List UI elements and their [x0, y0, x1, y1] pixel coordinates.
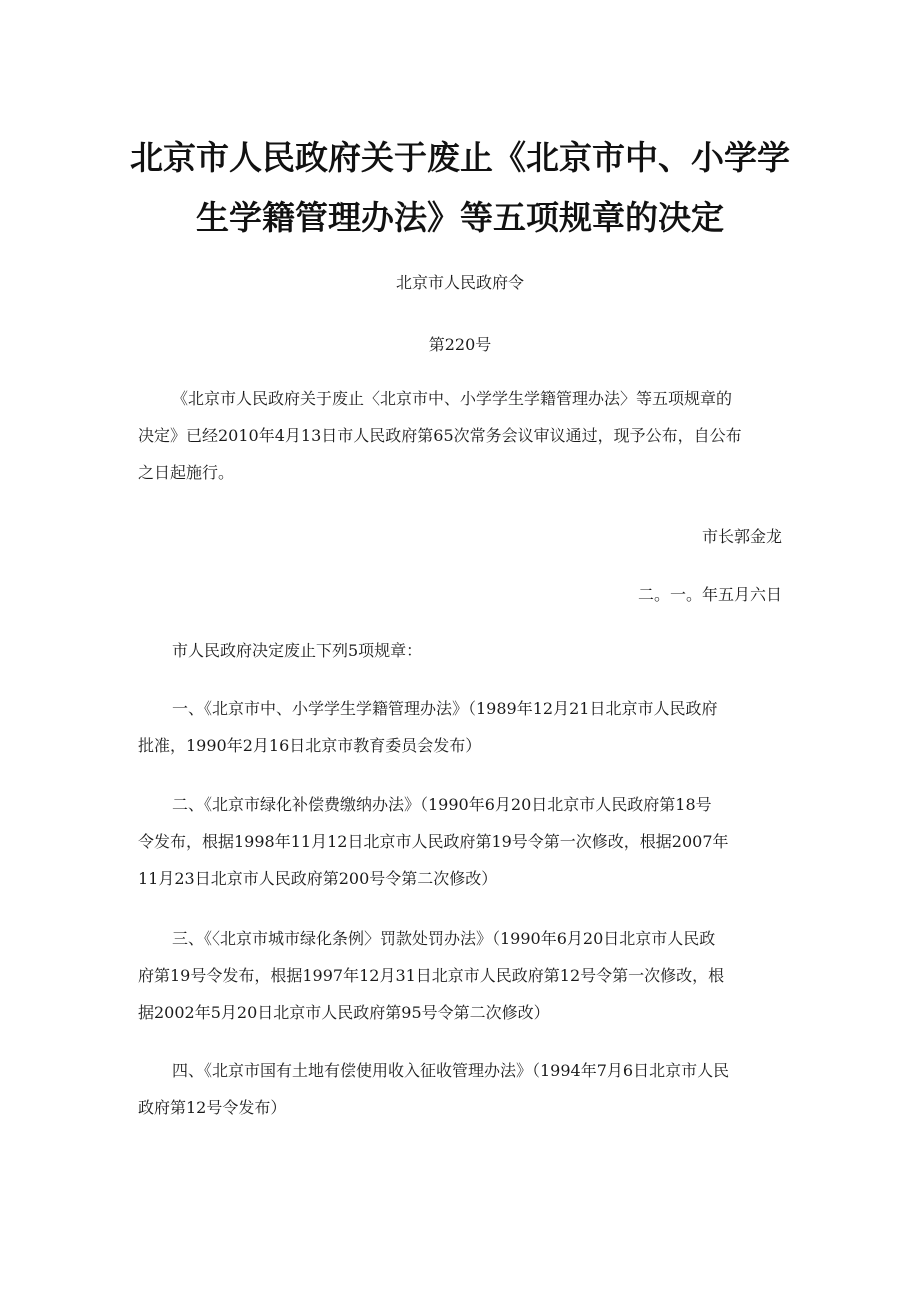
order-number: 第220号 — [428, 335, 492, 354]
intro-paragraph — [138, 380, 782, 491]
document-title-line-2: 生学籍管理办法》等五项规章的决定 — [196, 198, 724, 237]
item-line: 三、《〈北京市城市绿化条例〉罚款处罚办法》（1990年6月20日北京市人民政 — [172, 929, 716, 948]
repeal-item-1 — [138, 690, 782, 764]
item-line: 四、《北京市国有土地有偿使用收入征收管理办法》（1994年7月6日北京市人民 — [172, 1061, 730, 1080]
item-line: 府第19号令发布，根据1997年12月31日北京市人民政府第12号令第一次修改，根 — [138, 966, 725, 985]
item-line: 二、《北京市绿化补偿费缴纳办法》（1990年6月20日北京市人民政府第18号 — [172, 795, 712, 814]
item-line: 11月23日北京市人民政府第200号令第二次修改） — [138, 869, 498, 888]
document-title-line-1: 北京市人民政府关于废止《北京市中、小学学 — [130, 138, 790, 177]
item-line: 令发布，根据1998年11月12日北京市人民政府第19号令第一次修改，根据2007年 — [138, 832, 729, 851]
issue-date: 二。一。年五月六日 — [637, 585, 782, 604]
issuer-heading: 北京市人民政府令 — [395, 273, 524, 292]
item-line: 据2002年5月20日北京市人民政府第95号令第二次修改） — [138, 1003, 550, 1022]
intro-line: 《北京市人民政府关于废止〈北京市中、小学学生学籍管理办法〉等五项规章的 — [172, 389, 733, 408]
repeal-item-4 — [138, 1052, 782, 1126]
item-line: 一、《北京市中、小学学生学籍管理办法》（1989年12月21日北京市人民政府 — [172, 699, 718, 718]
lead-line: 市人民政府决定废止下列5项规章： — [172, 641, 423, 660]
lead-paragraph — [138, 632, 782, 669]
signer: 市长郭金龙 — [701, 527, 782, 546]
item-line: 批准，1990年2月16日北京市教育委员会发布） — [138, 736, 482, 755]
item-line: 政府第12号令发布） — [138, 1098, 287, 1117]
intro-line: 之日起施行。 — [138, 463, 235, 482]
repeal-item-2 — [138, 786, 782, 897]
repeal-item-3 — [138, 920, 782, 1031]
intro-line: 决定》已经2010年4月13日市人民政府第65次常务会议审议通过，现予公布，自公布 — [138, 426, 742, 445]
